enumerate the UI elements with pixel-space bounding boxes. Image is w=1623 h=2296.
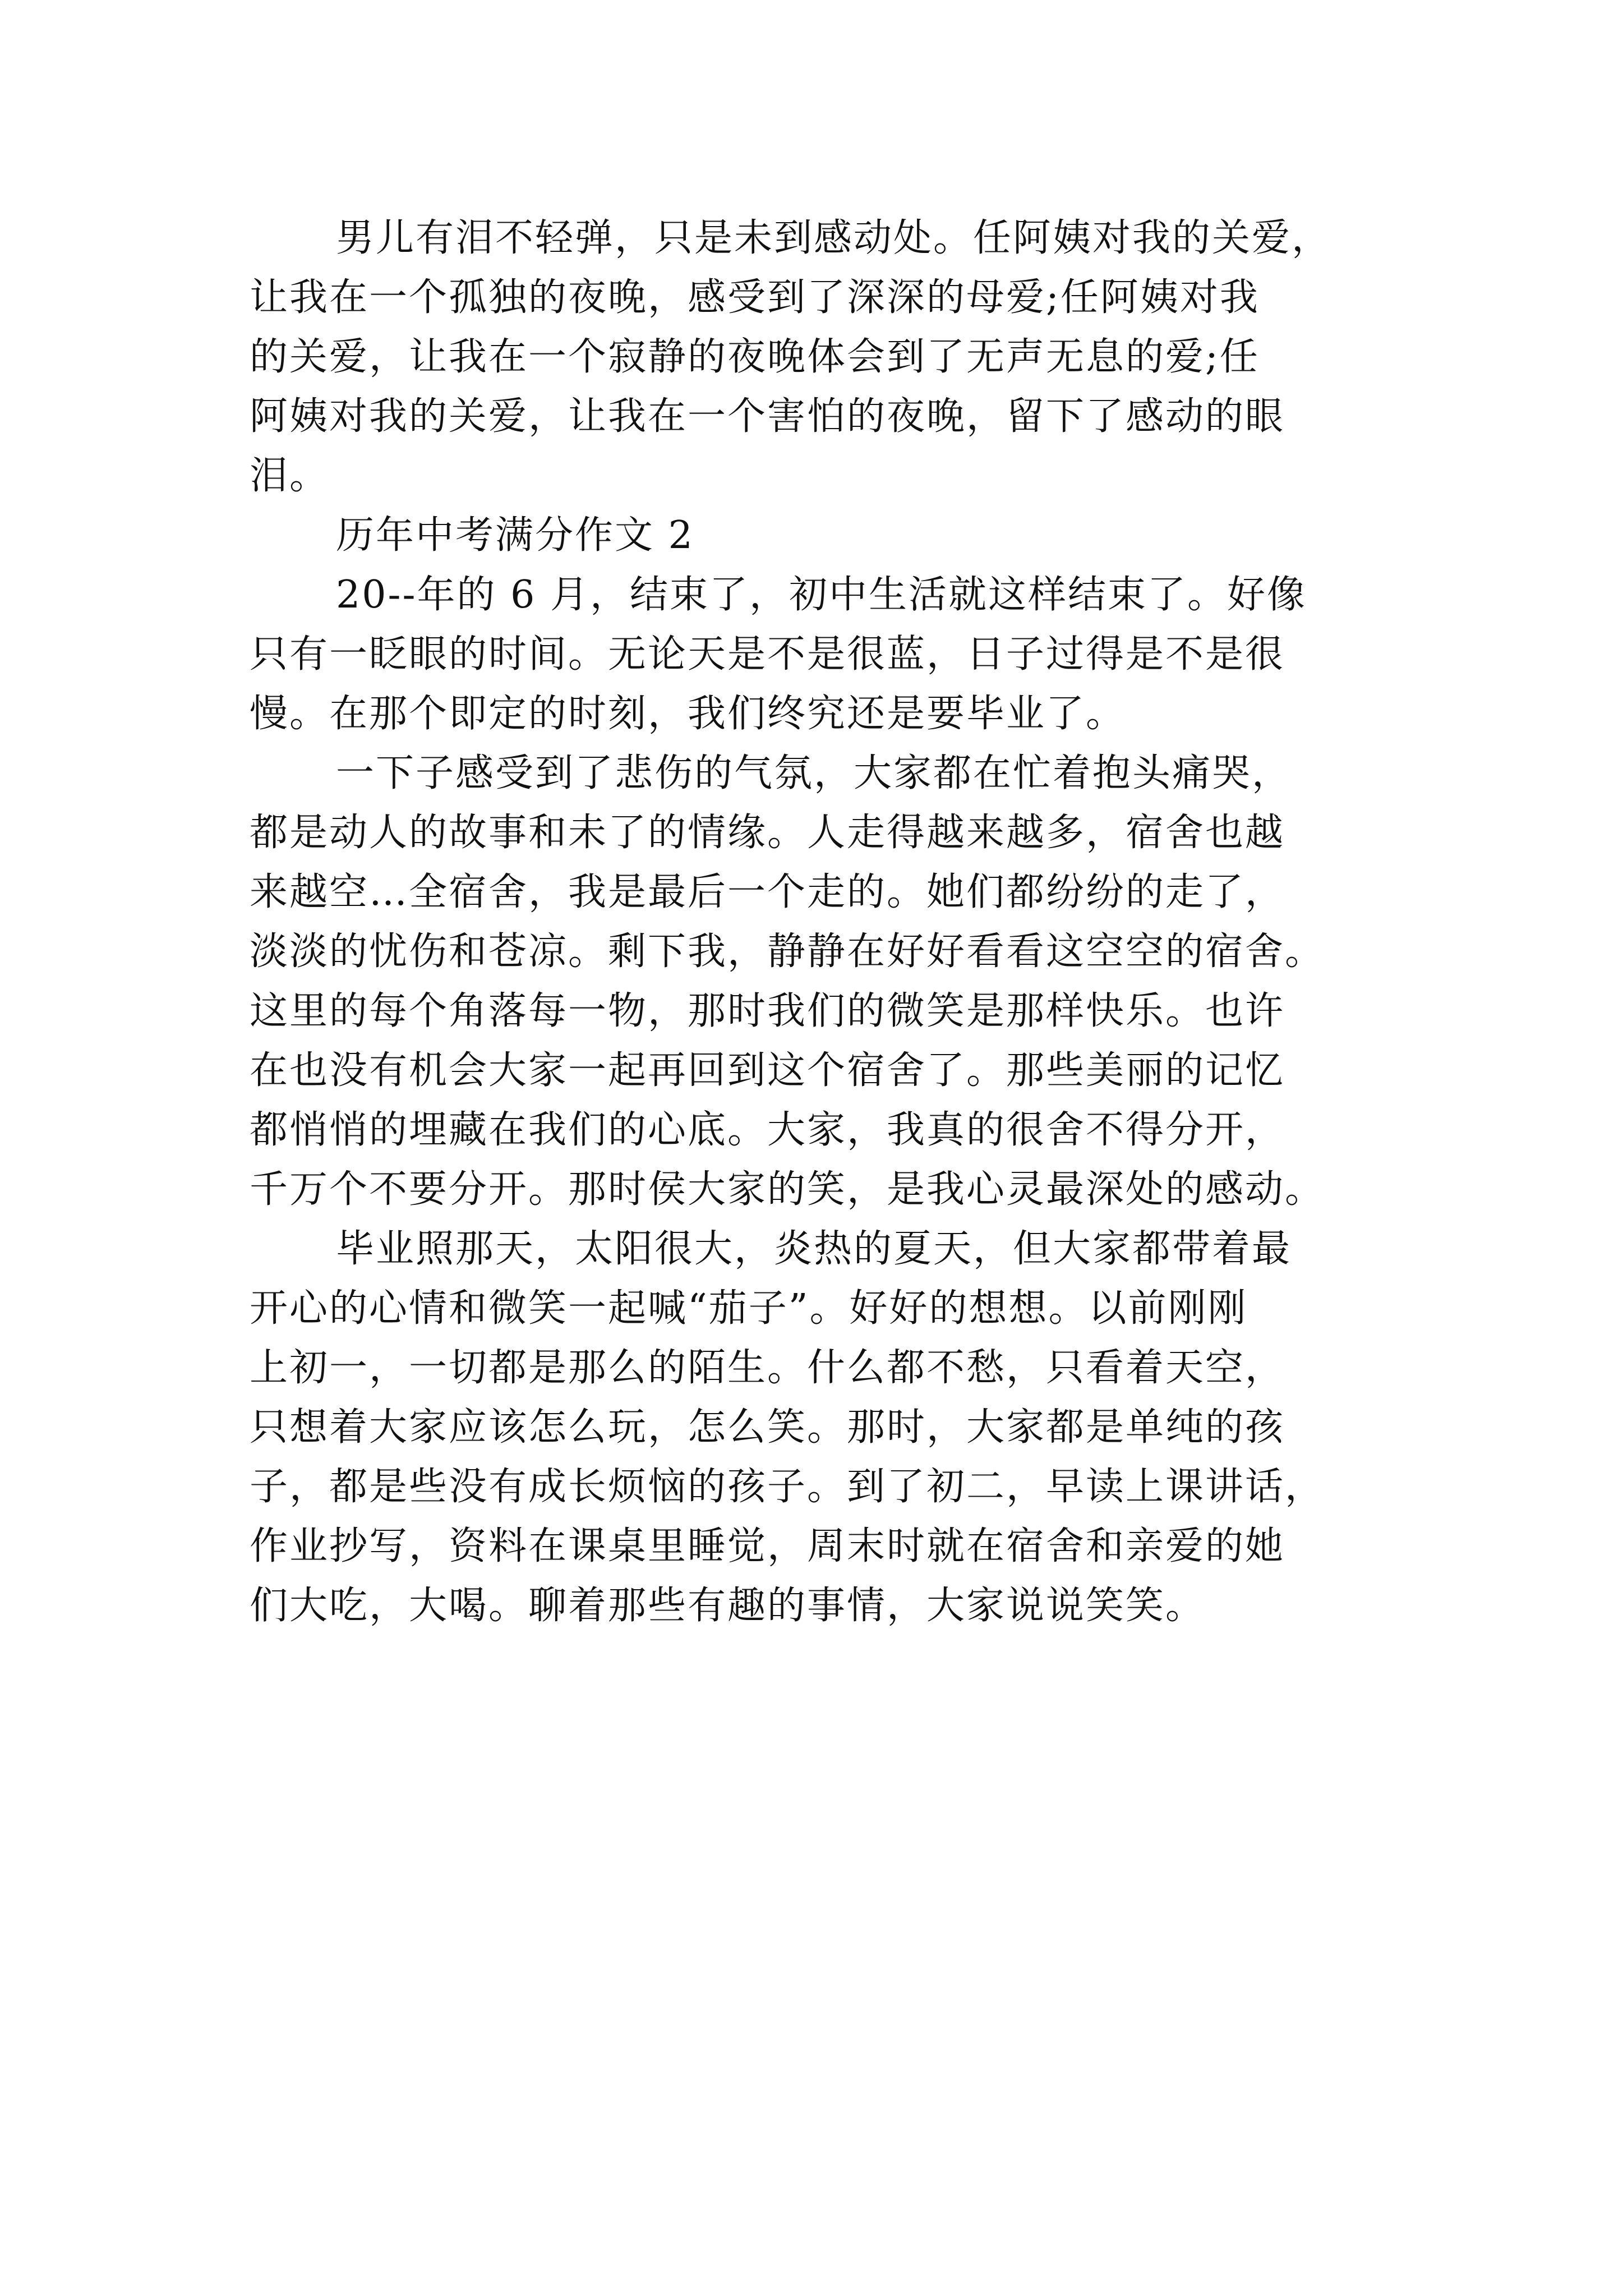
paragraph-line: 淡淡的忧伤和苍凉。剩下我，静静在好好看看这空空的宿舍。 — [250, 930, 1325, 974]
paragraph-line: 20--年的 6 月，结束了，初中生活就这样结束了。好像 — [336, 573, 1307, 617]
paragraph-line: 开心的心情和微笑一起喊“茄子”。好好的想想。以前刚刚 — [250, 1286, 1248, 1331]
paragraph-line: 一下子感受到了悲伤的气氛，大家都在忙着抱头痛哭， — [336, 751, 1292, 795]
section-heading: 历年中考满分作文 2 — [336, 513, 694, 558]
paragraph-line: 慢。在那个即定的时刻，我们终究还是要毕业了。 — [250, 692, 1126, 736]
paragraph-line: 的关爱，让我在一个寂静的夜晚体会到了无声无息的爱;任 — [250, 335, 1260, 379]
paragraph-line: 子，都是些没有成长烦恼的孩子。到了初二，早读上课讲话， — [250, 1465, 1325, 1509]
paragraph-line: 让我在一个孤独的夜晚，感受到了深深的母爱;任阿姨对我 — [250, 275, 1260, 320]
paragraph-line: 毕业照那天，太阳很大，炎热的夏天，但大家都带着最 — [336, 1227, 1292, 1271]
paragraph-line: 只想着大家应该怎么玩，怎么笑。那时，大家都是单纯的孩 — [250, 1405, 1285, 1450]
paragraph-line: 在也没有机会大家一起再回到这个宿舍了。那些美丽的记忆 — [250, 1048, 1285, 1093]
paragraph-line: 都是动人的故事和未了的情缘。人走得越来越多，宿舍也越 — [250, 811, 1285, 855]
paragraph-line: 上初一，一切都是那么的陌生。什么都不愁，只看着天空， — [250, 1346, 1285, 1390]
paragraph-line: 来越空…全宿舍，我是最后一个走的。她们都纷纷的走了， — [250, 870, 1285, 914]
document-body — [250, 209, 1394, 1636]
paragraph-line: 只有一眨眼的时间。无论天是不是很蓝，日子过得是不是很 — [250, 632, 1285, 677]
paragraph-line: 这里的每个角落每一物，那时我们的微笑是那样快乐。也许 — [250, 989, 1285, 1033]
paragraph-line: 们大吃，大喝。聊着那些有趣的事情，大家说说笑笑。 — [250, 1584, 1206, 1628]
paragraph-line: 都悄悄的埋藏在我们的心底。大家，我真的很舍不得分开， — [250, 1108, 1285, 1152]
paragraph-line: 作业抄写，资料在课桌里睡觉，周末时就在宿舍和亲爱的她 — [250, 1524, 1285, 1568]
paragraph-line: 阿姨对我的关爱，让我在一个害怕的夜晚，留下了感动的眼 — [250, 394, 1285, 439]
paragraph-line: 千万个不要分开。那时侯大家的笑，是我心灵最深处的感动。 — [250, 1167, 1325, 1212]
paragraph-line: 泪。 — [250, 454, 330, 498]
paragraph-line: 男儿有泪不轻弹，只是未到感动处。任阿姨对我的关爱， — [336, 216, 1332, 260]
